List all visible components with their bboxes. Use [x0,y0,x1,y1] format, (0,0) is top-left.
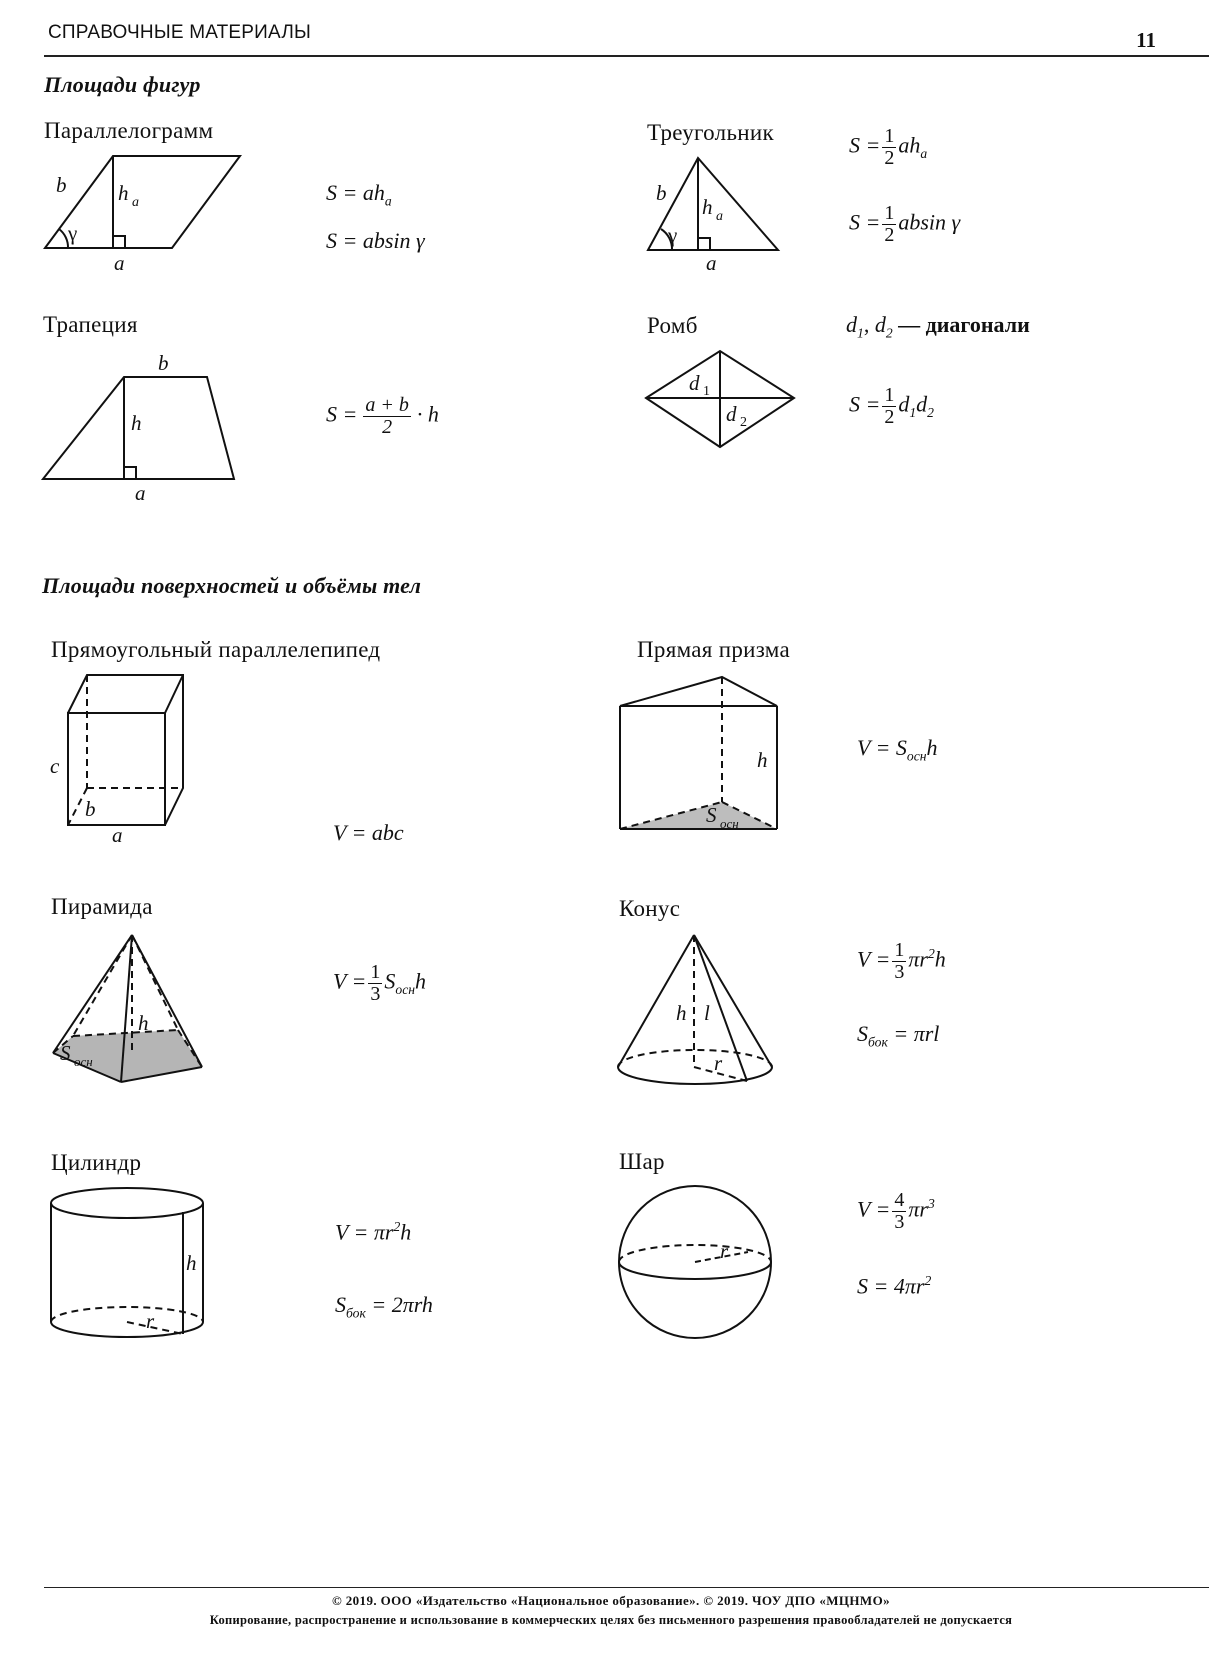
box-c: c [50,754,60,778]
prism-h: h [757,748,768,772]
rhombus-d2-sub: 2 [740,415,747,430]
box-formula: V = abc [333,820,404,845]
section-title-areas: Площади фигур [44,72,201,97]
footer-copyright: © 2019. ООО «Издательство «Национальное образование». © 2019. ЧОУ ДПО «МЦНМО» [331,1593,891,1608]
pyramid-label: Пирамида [51,894,153,919]
trapezoid-b: b [158,351,169,375]
rhombus-d1: d [689,371,700,395]
box-b: b [85,797,96,821]
cone-r: r [714,1051,723,1075]
rhombus-diagonals-note: $d_1$, $d_2$ — диагонали [846,312,1030,341]
sphere-area-formula: $S = 4\pi r^2$ [857,1273,932,1299]
sphere-label: Шар [619,1149,665,1174]
triangle-formula-1: S = $\frac{1}{2}$ $ah_a$ [849,125,928,169]
rhombus-diagram [646,351,794,447]
parallelogram-h-sub: a [132,195,139,210]
prism-s-sub: осн [720,816,739,831]
footer-notice: Копирование, распространение и использование в коммерческих целях без письменного разрешения правообладателей не допускается [209,1613,1013,1627]
parallelogram-formula-2: S = absin γ [326,228,425,253]
trapezoid-formula: S = $\frac{a + b}{2}$ · h [326,394,439,438]
parallelogram-a: a [114,251,125,275]
pyramid-formula: V = $\frac{1}{3}$ $S_{осн}h$ [333,961,427,1005]
pyramid-h: h [138,1011,149,1035]
parallelogram-b: b [56,173,67,197]
trapezoid-a: a [135,481,146,505]
footer-rule [44,1587,1209,1588]
cone-label: Конус [619,896,681,921]
trapezoid-h: h [131,411,142,435]
parallelogram-h: h [118,181,129,205]
triangle-gamma: γ [668,223,678,247]
triangle-formula-2: S = $\frac{1}{2}$ absin γ [849,202,961,246]
parallelogram-gamma: γ [68,221,78,245]
sphere-diagram [619,1186,771,1338]
cone-volume-formula: V = $\frac{1}{3}$ $\pi r^2h$ [857,939,946,983]
triangle-h-sub: a [716,209,723,224]
triangle-b: b [656,181,667,205]
cylinder-h: h [186,1251,197,1275]
cone-diagram [618,935,772,1084]
rhombus-label: Ромб [647,313,698,338]
parallelogram-label: Параллелограмм [44,118,214,143]
page-number: 11 [1136,28,1156,52]
pyramid-s-sub: осн [74,1054,93,1069]
sphere-volume-formula: V = $\frac{4}{3}$ $\pi r^3$ [857,1189,935,1233]
cylinder-label: Цилиндр [51,1150,142,1175]
rhombus-d1-sub: 1 [703,384,710,399]
prism-s: S [706,803,717,827]
running-header: СПРАВОЧНЫЕ МАТЕРИАЛЫ [48,22,312,43]
parallelogram-formula-1: $S = ah_a$ [326,180,392,209]
cylinder-diagram [51,1188,203,1337]
box-a: a [112,823,123,847]
section-title-solids: Площади поверхностей и объёмы тел [42,573,422,598]
trapezoid-label: Трапеция [43,312,138,337]
triangle-a: a [706,251,717,275]
cone-h: h [676,1001,687,1025]
prism-diagram [620,677,777,829]
cylinder-lateral-formula: $S_{бок} = 2\pi rh$ [335,1292,433,1321]
cylinder-volume-formula: $V = \pi r^2h$ [335,1219,412,1245]
rhombus-formula: S = $\frac{1}{2}$ $d_1d_2$ [849,384,934,428]
rhombus-d2: d [726,402,737,426]
pyramid-s: S [60,1041,71,1065]
triangle-h: h [702,195,713,219]
triangle-label: Треугольник [647,120,774,145]
cone-l: l [704,1001,710,1025]
cone-lateral-formula: $S_{бок} = \pi rl$ [857,1021,940,1050]
prism-label: Прямая призма [637,637,791,662]
sphere-r: r [720,1239,729,1263]
cylinder-r: r [146,1309,155,1333]
box-label: Прямоугольный параллелепипед [51,637,381,662]
prism-formula: $V = S_{осн}h$ [857,735,938,764]
